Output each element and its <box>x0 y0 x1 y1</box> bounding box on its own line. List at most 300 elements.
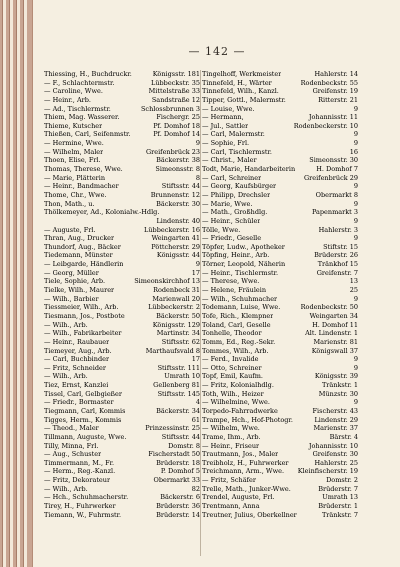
directory-entry <box>44 312 200 321</box>
entry-name: Thundorf, Aug., Bäcker <box>44 242 121 251</box>
directory-entry <box>202 329 358 338</box>
directory-entry <box>202 139 358 148</box>
directory-entry <box>44 485 200 494</box>
directory-entry <box>44 450 200 459</box>
entry-name: — Wilh., Arb. <box>44 372 88 381</box>
entry-address: Bäckerstr. 50 <box>156 311 200 320</box>
entry-address: Lübbeckerstr. 16 <box>144 225 200 234</box>
directory-entry <box>202 502 358 511</box>
directory-entry <box>202 390 358 399</box>
directory-entry <box>44 226 200 235</box>
entry-name: — Wilh., Arb. <box>44 484 88 493</box>
page-edge <box>23 0 27 567</box>
directory-entry <box>202 87 358 96</box>
directory-entry <box>44 321 200 330</box>
directory-entry <box>202 113 358 122</box>
entry-name: — Carl, Schreiner <box>202 173 262 182</box>
directory-entry <box>202 243 358 252</box>
entry-name: Topf, Emil, Kaufm. <box>202 372 263 381</box>
directory-entry <box>44 139 200 148</box>
entry-name: — Herm., Reg.-Kanzl. <box>44 467 116 476</box>
directory-entry <box>202 381 358 390</box>
entry-name: — Friedr., Bormaster <box>44 398 114 407</box>
entry-name: Trentmann, Anna <box>202 502 260 511</box>
directory-entry <box>202 407 358 416</box>
entry-name: — Carl, Tischlermstr. <box>202 147 272 156</box>
entry-address: 9 <box>353 130 358 139</box>
entry-address: Marienstr. 37 <box>313 424 358 433</box>
directory-entry <box>44 174 200 183</box>
entry-address: Fischergr. 25 <box>156 113 200 122</box>
entry-name: — Wilhelm, Wwe. <box>202 424 260 433</box>
entry-address: H. Domhof 11 <box>312 320 358 329</box>
directory-entry <box>202 191 358 200</box>
entry-name: — Christ., Maler <box>202 156 257 165</box>
directory-entry <box>44 105 200 114</box>
entry-address: Rodenbeckstr. 50 <box>300 303 358 312</box>
entry-name: Tirey, H., Fuhrwerker <box>44 502 116 511</box>
entry-name: Tiemann, W., Fuhrmstr. <box>44 510 122 519</box>
entry-name: — Ad., Tischlermstr. <box>44 104 111 113</box>
directory-entry <box>44 372 200 381</box>
directory-entry <box>44 511 200 520</box>
entry-address: Umrath 13 <box>322 493 358 502</box>
entry-address: 9 <box>353 355 358 364</box>
entry-address: Lübbeckstr. 35 <box>151 78 200 87</box>
entry-address: Brüderstr. 14 <box>156 510 200 519</box>
entry-name: Tinnefeld, Wilh., Kanzl. <box>202 87 279 96</box>
directory-entry <box>202 398 358 407</box>
entry-address: Pf. Domhof 14 <box>153 130 200 139</box>
directory-entry <box>44 467 200 476</box>
page-edge <box>16 0 20 567</box>
entry-name: Töpfer, Ludw., Apotheker <box>202 242 285 251</box>
entry-name: — Otto, Schreiner <box>202 363 262 372</box>
entry-address: Stiftsstr. 44 <box>161 432 200 441</box>
entry-name: Tölle, Wwe. <box>202 225 241 234</box>
entry-name: Tiele, Sophie, Arb. <box>44 277 106 286</box>
entry-address: Weingarten 41 <box>151 234 200 243</box>
directory-entry <box>202 234 358 243</box>
entry-address: Brunnenstr. 12 <box>150 190 200 199</box>
entry-name: Treutner, Julius, Oberkellner <box>202 510 297 519</box>
directory-entry <box>202 450 358 459</box>
entry-address: 17 <box>191 268 200 277</box>
directory-entry <box>202 295 358 304</box>
directory-entry <box>202 485 358 494</box>
entry-name: — Hermine, Wwe. <box>44 139 104 148</box>
directory-entry <box>202 433 358 442</box>
entry-name: Tielke, Wilh., Maurer <box>44 286 115 295</box>
directory-entry <box>44 251 200 260</box>
entry-name: — Helene, Fräulein <box>202 286 267 295</box>
entry-name: — Auguste, Frl. <box>44 225 96 234</box>
directory-entry <box>202 269 358 278</box>
entry-name: — F., Schlachtermstr. <box>44 78 115 87</box>
entry-address: Stiftsstr. 111 <box>157 363 200 372</box>
entry-name: Trautmann, Jos., Maler <box>202 450 279 459</box>
entry-address: Hahlerstr. 14 <box>314 70 358 78</box>
page-edge <box>9 0 13 567</box>
entry-address: Bäckerstr. 38 <box>156 156 200 165</box>
entry-address: Bäckerstr. 6 <box>160 493 200 502</box>
entry-name: Tillmann, Auguste, Wwe. <box>44 432 127 441</box>
entry-name: Tomm, Ed., Reg.-Sekr. <box>202 337 276 346</box>
directory-entry <box>202 442 358 451</box>
directory-entry <box>202 303 358 312</box>
entry-address: Tränkhof 15 <box>317 260 358 269</box>
entry-address: Stiftsstr. 145 <box>157 389 200 398</box>
entry-name: — Math., Großhdlg. <box>202 208 268 217</box>
directory-entry <box>202 182 358 191</box>
entry-name: Timmermann, M., Fr. <box>44 458 115 467</box>
directory-entry <box>44 165 200 174</box>
directory-entry <box>44 243 200 252</box>
entry-address: 25 <box>349 286 358 295</box>
entry-address: 82 <box>191 484 200 493</box>
entry-address: Brüderstr. 1 <box>318 502 358 511</box>
entry-address: Domstr. 2 <box>326 476 358 485</box>
entry-name: — Caroline, Wwe. <box>44 87 103 96</box>
directory-entry <box>202 321 358 330</box>
entry-name: Torpedo-Fahrradwerke <box>202 406 278 415</box>
directory-entry <box>44 416 200 425</box>
directory-entry <box>202 122 358 131</box>
entry-name: — Hch., Schuhmacherstr. <box>44 493 129 502</box>
entry-name: Tiessmeier, Wilh., Arb. <box>44 303 119 312</box>
directory-entry <box>44 200 200 209</box>
directory-entry <box>44 347 200 356</box>
entry-name: — Heinr., Friseur <box>202 441 260 450</box>
entry-address: Hahlerstr. 3 <box>318 225 358 234</box>
directory-entry <box>202 130 358 139</box>
directory-entry <box>202 105 358 114</box>
entry-address: Marthaufsvald 8 <box>145 346 200 355</box>
entry-address: Hahlerstr. 25 <box>314 458 358 467</box>
entry-address: Brüderstr. 7 <box>318 484 358 493</box>
directory-entry <box>44 260 200 269</box>
directory-entry <box>202 156 358 165</box>
entry-name: — Wilh., Fabrikarbeiter <box>44 329 122 338</box>
directory-entry <box>44 381 200 390</box>
entry-address: Greifenstr. 7 <box>316 268 358 277</box>
entry-name: — Philipp, Drechsler <box>202 190 271 199</box>
entry-name: Tonhelle, Theodor <box>202 329 262 338</box>
entry-name: — Fritz, Dekorateur <box>44 476 111 485</box>
entry-name: Trampe, Hch., Hof-Photogr. <box>202 415 293 424</box>
entry-address: Prinzessinstr. 25 <box>145 424 200 433</box>
directory-entry <box>202 251 358 260</box>
entry-address: Brüderstr. 36 <box>156 502 200 511</box>
entry-address: Stiftsstr. 62 <box>161 337 200 346</box>
directory-entry <box>202 277 358 286</box>
directory-entry <box>44 502 200 511</box>
directory-entry <box>44 70 200 79</box>
directory-entry <box>202 493 358 502</box>
directory-entry <box>202 424 358 433</box>
entry-address: 9 <box>353 199 358 208</box>
entry-address: Münzstr. 30 <box>318 389 358 398</box>
page-edge <box>2 0 6 567</box>
entry-address: Ritterstr. 21 <box>318 95 358 104</box>
directory-entry <box>44 217 200 226</box>
entry-name: — Heinr., Schüler <box>202 216 261 225</box>
directory-entry <box>44 398 200 407</box>
entry-address: Fischerstr. 43 <box>312 406 358 415</box>
directory-entry <box>202 372 358 381</box>
entry-name: — Sophie, Frl. <box>202 139 250 148</box>
directory-entry <box>44 459 200 468</box>
entry-address: Martinstr. 34 <box>156 329 200 338</box>
entry-name: Thran, Aug., Drucker <box>44 234 115 243</box>
entry-address: 9 <box>353 363 358 372</box>
entry-name: Todt, Marie, Handarbeiterin <box>202 165 296 174</box>
entry-name: Tiedemann, Münster <box>44 251 113 260</box>
directory-entry <box>44 122 200 131</box>
directory-entry <box>44 390 200 399</box>
entry-address: 4 <box>195 398 200 407</box>
entry-name: — Leibgarde, Händlerin <box>44 260 124 269</box>
column-divider <box>200 70 201 556</box>
entry-name: — Fritz, Schneider <box>44 363 106 372</box>
entry-address: 9 <box>353 182 358 191</box>
entry-name: Thölkemeyer, Ad., Kolonialw.-Hdlg. <box>44 208 160 217</box>
directory-entry <box>44 407 200 416</box>
directory-entry <box>44 113 200 122</box>
entry-name: — Theod., Maler <box>44 424 99 433</box>
entry-name: Thoen, Elise, Frl. <box>44 156 101 165</box>
entry-name: — Wilhelmine, Wwe. <box>202 398 270 407</box>
entry-address: 8 <box>195 173 200 182</box>
entry-address: Johannisstr. 11 <box>308 113 358 122</box>
entry-address: Simeonskirchhof 13 <box>134 277 200 286</box>
entry-address: Lindenstr. 40 <box>156 216 200 225</box>
entry-address: Königsstr. 129 <box>152 320 200 329</box>
entry-address: Lindenstr. 29 <box>314 415 358 424</box>
entry-name: — Carl, Buchbinder <box>44 355 110 364</box>
entry-address: Schlossbrunnen 3 <box>140 104 200 113</box>
directory-entry <box>202 338 358 347</box>
entry-name: Tinnefeld, H., Wärter <box>202 78 272 87</box>
entry-name: Tipper, Gottl., Malermstr. <box>202 95 286 104</box>
entry-name: — Fritz, Schäfer <box>202 476 256 485</box>
entry-name: Thon, Math., u. <box>44 199 95 208</box>
entry-name: — Ferd., Invalide <box>202 355 259 364</box>
directory-entry <box>44 303 200 312</box>
entry-address: Pf. Domhof 18 <box>153 121 200 130</box>
entry-address: Umrath 10 <box>164 372 200 381</box>
directory-entry <box>44 338 200 347</box>
directory-entry <box>44 156 200 165</box>
directory-entry <box>202 70 358 79</box>
entry-name: Thiessing, H., Buchdruckr. <box>44 70 132 78</box>
entry-name: Thießen, Carl, Seifenmstr. <box>44 130 131 139</box>
directory-entry <box>44 269 200 278</box>
directory-entry <box>44 234 200 243</box>
entry-name: — Heinr., Raubauer <box>44 337 110 346</box>
directory-entry <box>44 79 200 88</box>
entry-address: Lübbeckerstr. 2 <box>148 303 200 312</box>
entry-address: Rodenbeck 31 <box>153 286 200 295</box>
entry-address: 9 <box>353 139 358 148</box>
entry-address: Bäckerstr. 30 <box>156 199 200 208</box>
directory-entry <box>202 416 358 425</box>
entry-address: Rodenbeckerstr. 10 <box>293 121 358 130</box>
entry-address: Stiftstr. 15 <box>323 242 358 251</box>
entry-name: — Friedr., Geselle <box>202 234 262 243</box>
entry-address: 61 <box>191 415 200 424</box>
entry-address: Sandstraße 12 <box>151 95 200 104</box>
directory-entry <box>44 364 200 373</box>
entry-name: Thomas, Therese, Wwe. <box>44 165 123 174</box>
directory-entry <box>202 347 358 356</box>
entry-address: Gellenberg 81 <box>153 381 200 390</box>
directory-entry <box>44 355 200 364</box>
directory-entry <box>202 208 358 217</box>
entry-address: 9 <box>353 234 358 243</box>
entry-name: Tofe, Rich., Klempner <box>202 311 274 320</box>
directory-entry <box>202 476 358 485</box>
entry-name: — Georg, Müller <box>44 268 99 277</box>
entry-address: Kleinfischerstr. 19 <box>297 467 358 476</box>
entry-name: — Jul., Sattler <box>202 121 249 130</box>
directory-entry <box>44 329 200 338</box>
entry-address: 9 <box>353 398 358 407</box>
directory-entry <box>202 467 358 476</box>
entry-name: — Heinr., Tischlermstr. <box>202 268 279 277</box>
directory-entry <box>202 286 358 295</box>
entry-address: Tränkstr. 1 <box>321 381 358 390</box>
entry-address: Pöttcherstr. 29 <box>151 242 200 251</box>
entry-name: Trame, Ihm., Arb. <box>202 432 261 441</box>
entry-name: Toland, Carl, Geselle <box>202 320 271 329</box>
entry-address: 9 <box>353 104 358 113</box>
entry-address: Fischerstadt 50 <box>148 450 200 459</box>
entry-address: Greifenstr. 30 <box>312 450 358 459</box>
entry-name: — Georg, Kaufsbürger <box>202 182 277 191</box>
entry-name: — Wilh., Arb. <box>44 320 88 329</box>
entry-name: Treibholz, H., Fuhrwerker <box>202 458 289 467</box>
entry-name: Treichmann, Arm., Wwe. <box>202 467 285 476</box>
directory-entry <box>202 217 358 226</box>
entry-name: — Carl, Malermstr. <box>202 130 265 139</box>
entry-name: — Aug., Schuster <box>44 450 102 459</box>
directory-entry <box>44 442 200 451</box>
entry-name: Toth, Wilh., Heizer <box>202 389 264 398</box>
directory-entry <box>202 355 358 364</box>
entry-address: H. Domhof 7 <box>316 165 358 174</box>
directory-entry <box>44 87 200 96</box>
directory-entry <box>202 260 358 269</box>
directory-entry <box>44 182 200 191</box>
directory-entry <box>44 96 200 105</box>
entry-name: Trelle, Math., Junker-Wwe. <box>202 484 291 493</box>
entry-name: — Hermann, <box>202 113 244 122</box>
entry-address: Johannisstr. 10 <box>308 441 358 450</box>
entry-address: Bärstr. 4 <box>329 432 358 441</box>
right-column <box>202 70 358 519</box>
directory-entry <box>202 226 358 235</box>
entry-address: Mittelstraße 33 <box>148 87 200 96</box>
entry-name: — Therese, Wwe. <box>202 277 260 286</box>
entry-name: Törner, Leopold, Näherin <box>202 260 286 269</box>
entry-address: Greifenbrück 29 <box>303 173 358 182</box>
directory-entry <box>202 200 358 209</box>
entry-name: Tigges, Herm., Kommis <box>44 415 122 424</box>
directory-entry <box>44 493 200 502</box>
directory-entry <box>202 165 358 174</box>
entry-address: Obermarkt 33 <box>153 476 200 485</box>
directory-entry <box>202 511 358 520</box>
entry-name: Thieme, Kutscher <box>44 121 103 130</box>
directory-entry <box>202 312 358 321</box>
entry-name: — Wilhelm, Maler <box>44 147 104 156</box>
directory-entry <box>44 130 200 139</box>
entry-name: — Heinr., Bandmacher <box>44 182 119 191</box>
directory-entry <box>44 277 200 286</box>
entry-address: 9 <box>195 260 200 269</box>
entry-address: Marienwall 20 <box>152 294 200 303</box>
entry-address: Simeonsstr. 8 <box>155 165 200 174</box>
entry-name: Tiemeyer, Aug., Arb. <box>44 346 112 355</box>
entry-address: 9 <box>353 216 358 225</box>
entry-address: Brüderstr. 18 <box>156 458 200 467</box>
directory-entry <box>44 208 200 217</box>
directory-entry <box>202 459 358 468</box>
entry-name: Tiez, Ernst, Kanzlei <box>44 381 109 390</box>
entry-name: Tissel, Carl, Gelbgießer <box>44 389 122 398</box>
entry-address: 17 <box>191 355 200 364</box>
entry-name: Tiesmann, Jos., Postbote <box>44 311 125 320</box>
entry-address: Alt. Lindenstr. 1 <box>305 329 358 338</box>
entry-address: 13 <box>349 277 358 286</box>
entry-name: Tommes, Wilh., Arb. <box>202 346 269 355</box>
entry-address: Königsstr. 39 <box>314 372 358 381</box>
entry-address: Weingarten 34 <box>309 311 358 320</box>
entry-address: Obermarkt 8 <box>315 190 358 199</box>
entry-address: 9 <box>353 294 358 303</box>
entry-name: Tingelhoff, Werkmeister <box>202 70 282 78</box>
entry-address: Rodenbeckstr. 55 <box>300 78 358 87</box>
entry-address: 9 <box>195 139 200 148</box>
directory-entry <box>44 286 200 295</box>
entry-name: — Heinr., Arb. <box>44 95 91 104</box>
directory-entry <box>44 476 200 485</box>
entry-name: Trendel, Auguste, Frl. <box>202 493 275 502</box>
directory-entry <box>44 148 200 157</box>
entry-name: Thome, Chr., Wwe. <box>44 190 107 199</box>
entry-name: Tiegmann, Carl, Kommis <box>44 406 126 415</box>
directory-entry <box>202 174 358 183</box>
left-column <box>44 70 200 519</box>
entry-address: Greifenstr. 19 <box>312 87 358 96</box>
entry-name: Todemann, Luise, Wwe. <box>202 303 281 312</box>
entry-address: Königsstr. 44 <box>156 251 200 260</box>
directory-entry <box>202 364 358 373</box>
entry-name: Tilly, Minna, Frl. <box>44 441 99 450</box>
entry-address: Brüderstr. 26 <box>314 251 358 260</box>
entry-address: Simeonsstr. 30 <box>309 156 358 165</box>
entry-address: Tränkstr. 7 <box>321 510 358 519</box>
directory-entry <box>44 295 200 304</box>
entry-address: Königswall 37 <box>311 346 358 355</box>
entry-name: — Wilh., Schuhmacher <box>202 294 278 303</box>
directory-entry <box>44 433 200 442</box>
entry-address: Papenmarkt 3 <box>311 208 358 217</box>
entry-name: — Wilh., Barbier <box>44 294 99 303</box>
directory-entry <box>44 191 200 200</box>
entry-name: — Marie, Wwe. <box>202 199 253 208</box>
